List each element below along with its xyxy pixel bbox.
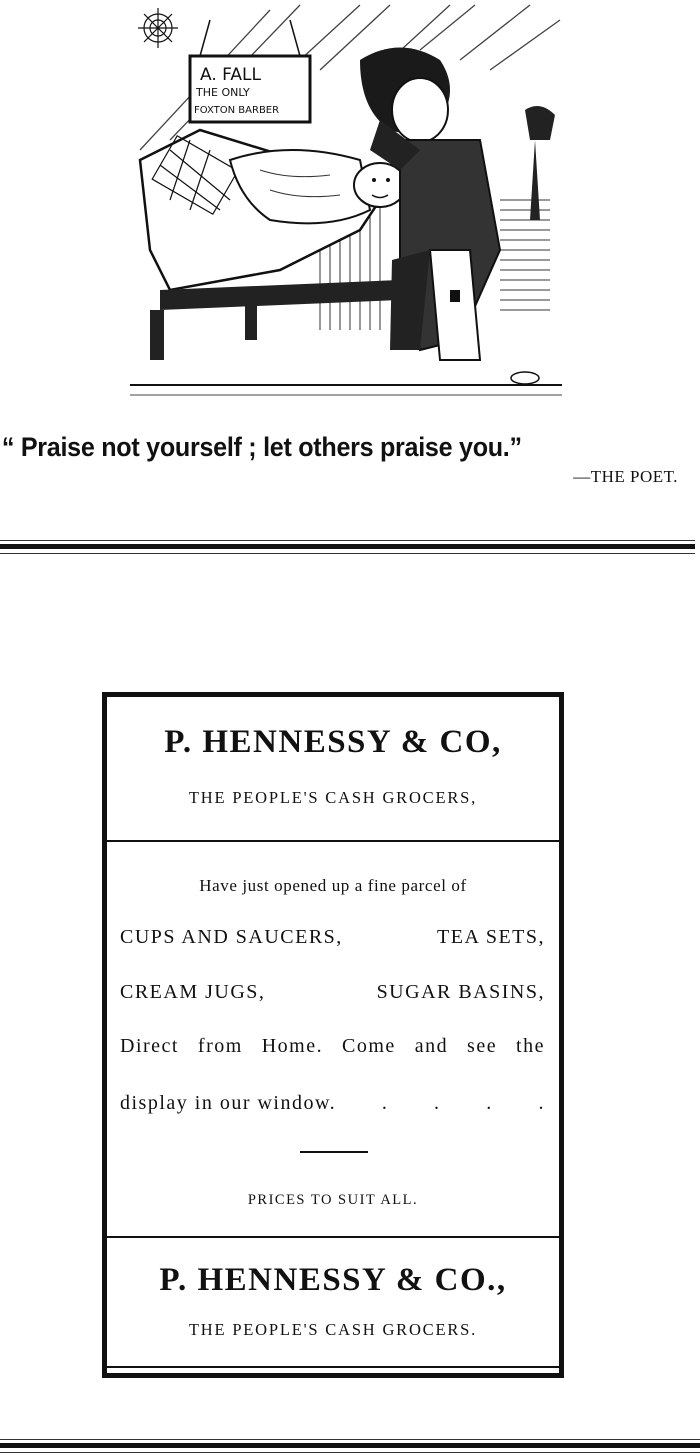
ad-header-tagline: THE PEOPLE'S CASH GROCERS,	[188, 788, 478, 807]
dot: .	[381, 1092, 389, 1114]
ad-line-cream-a: CREAM JUGS,	[120, 981, 266, 1003]
sign-line-3: FOXTON BARBER	[194, 105, 280, 116]
ad-inner-rule	[107, 1366, 559, 1368]
bottom-rule-thin	[0, 1439, 700, 1440]
ad-divider-bottom	[107, 1236, 559, 1238]
quote-text: “ Praise not yourself ; let others praise you.”	[1, 432, 522, 462]
word: Home.	[261, 1035, 324, 1057]
ad-line-direct	[120, 1035, 545, 1058]
quote-attribution: —THE POET.	[573, 467, 678, 486]
ad-divider-top	[107, 840, 559, 842]
ad-line-cups	[120, 926, 545, 949]
ad-line-cream-b: SUGAR BASINS,	[376, 981, 545, 1003]
dot: .	[486, 1092, 493, 1114]
word: display in our window.	[120, 1092, 337, 1114]
bottom-rule-thick	[0, 1443, 700, 1448]
ad-footer-name: P. HENNESSY & CO.,	[159, 1262, 507, 1298]
ad-prices-line: PRICES TO SUIT ALL.	[247, 1192, 419, 1208]
word: Come	[342, 1035, 396, 1057]
word: and	[414, 1035, 449, 1057]
sign-line-1: A. FALL	[200, 65, 261, 85]
word: see	[467, 1035, 498, 1057]
ad-header-name: P. HENNESSY & CO,	[164, 724, 502, 760]
sign-line-2: THE ONLY	[196, 86, 250, 99]
word: Direct	[120, 1035, 179, 1057]
separator-thin-bottom	[0, 553, 695, 554]
ad-footer-tagline: THE PEOPLE'S CASH GROCERS.	[188, 1320, 478, 1339]
ad-line-cups-a: CUPS AND SAUCERS,	[120, 926, 343, 948]
word: the	[516, 1035, 545, 1057]
bottom-rule-thin-2	[0, 1452, 700, 1453]
ad-line-display	[120, 1092, 545, 1115]
ad-intro-line: Have just opened up a fine parcel of	[199, 876, 467, 895]
dot: .	[434, 1092, 441, 1114]
word: from	[197, 1035, 243, 1057]
separator-thin-top	[0, 540, 695, 541]
ad-line-cream	[120, 981, 545, 1004]
separator-thick	[0, 544, 695, 549]
ad-line-cups-b: TEA SETS,	[437, 926, 545, 948]
barber-illustration	[130, 0, 562, 410]
ad-short-rule	[300, 1151, 368, 1153]
dot: .	[538, 1092, 545, 1114]
